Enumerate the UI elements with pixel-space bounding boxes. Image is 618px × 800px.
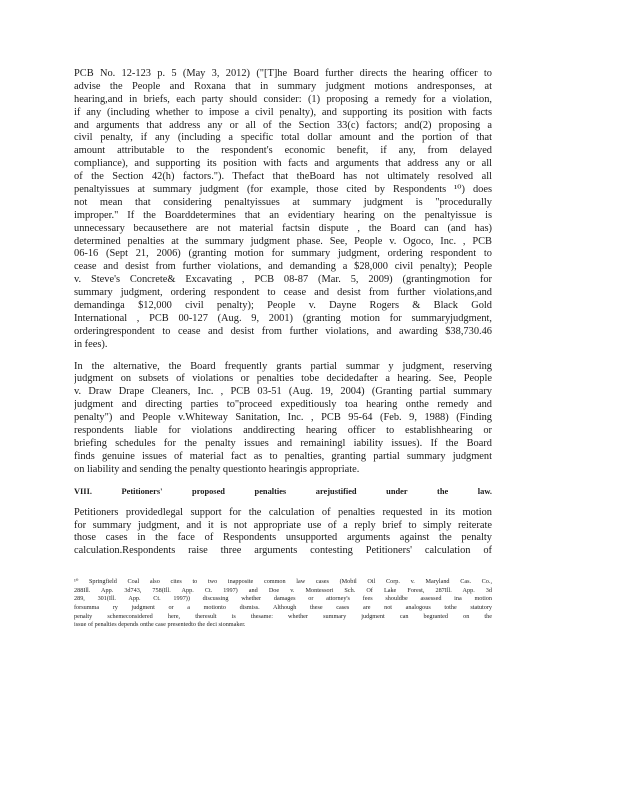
text-line: hearing,and in briefs, each party should consider: (1) proposing a remedy for a violation,	[74, 93, 492, 105]
text-line: amount attributable to the respondent's economic benefit, if any, from delayed	[74, 145, 492, 157]
text-line: PCB No. 12-123 p. 5 (May 3, 2012) ("[T]he Board further directs the hearing officer to	[74, 68, 492, 79]
section-heading: VIII. Petitioners' proposed penalties arejustified under the law.	[74, 486, 492, 496]
text-line: 06-16 (Sept 21, 2006) (granting motion for summary judgment, ordering respondent to	[74, 248, 492, 260]
text-line: In the alternative, the Board frequently grants partial summar y judgment, reserving	[74, 360, 492, 372]
footnote-10	[74, 578, 492, 630]
text-line: respondents liable for violations anddirecting hearing officer to establishhearing or	[74, 425, 492, 437]
text-line: civil penalty, if any (including a specific total dollar amount and the portion of that	[74, 132, 492, 144]
text-line: penaltyissues at summary judgment (for example, those cited by Respondents ¹⁰) does	[74, 184, 492, 196]
text-line: judgment on subsets of violations or penalties tobe decidedafter a hearing. See, People	[74, 373, 492, 385]
text-line: finds genuine issues of material fact as to penalties, granting partial summary judgment	[74, 450, 492, 462]
text-line: cease and desist from further violations, and demanding a $28,000 civil penalty); People	[74, 261, 492, 273]
text-line: judgment and directing parties to"proceed expeditiously toa hearing onthe remedy and	[74, 399, 492, 411]
text-line: penalty") and People v.Whiteway Sanitation, Inc. , PCB 95-64 (Feb. 9, 1988) (Finding	[74, 412, 492, 424]
footnote-line: 289, 301(Ill. App. Ct. 1997)) discussing whether damages or attorney's fees shouldbe assessed ina motion	[74, 595, 492, 603]
text-line: and arguments that address any or all of the Section 33(c) factors; and(2) proposing a	[74, 119, 492, 131]
text-line: on liability and sending the penalty questionto hearingis appropriate.	[74, 463, 360, 475]
paragraph-partial-summary-judgment	[74, 361, 492, 477]
text-line: Petitioners providedlegal support for the calculation of penalties requested in its motion	[74, 506, 492, 518]
text-line: advise the People and Roxana that in summary judgment motions andresponses, at	[74, 80, 492, 92]
document-page	[74, 68, 492, 630]
text-line: those cases in the face of Respondents unsupported arguments against the penalty	[74, 532, 492, 544]
text-line: unnecessary becausethere are not material factsin dispute , the Board can (and has)	[74, 222, 492, 234]
text-line: if any (including whether to impose a civil penalty), and supporting its position with facts	[74, 106, 492, 118]
text-line: in fees).	[74, 338, 108, 350]
text-line: determined penalties at the summary judgment phase. See, People v. Ogoco, Inc. , PCB	[74, 235, 492, 247]
footnote-line: 288Ill. App. 3d743, 758(Ill. App. Ct. 1997) and Doe v. Montessori Sch. Of Lake Forest, 287Ill. App. 3d	[74, 586, 492, 594]
text-line: briefing schedules for the penalty issues and remainingl iability issues). If the Board	[74, 437, 492, 449]
text-line: v. Draw Drape Cleaners, Inc. , PCB 03-51 (Aug. 19, 2004) (Granting partial summary	[74, 386, 492, 398]
paragraph-petitioners-support	[74, 507, 492, 559]
text-line: of the Section 42(h) factors."). Thefact that theBoard has not ultimately resolved all	[74, 171, 492, 183]
text-line: improper." If the Boarddetermines that an evidentiary hearing on the penaltyissue is	[74, 209, 492, 221]
footnote-line: issue of penalties depends onthe case presentedto the deci sionmaker.	[74, 621, 246, 629]
text-line: International , PCB 00-127 (Aug. 9, 2001) (granting motion for summaryjudgment,	[74, 312, 492, 324]
text-line: orderingrespondent to cease and desist from further violations, and awarding $38,730.46	[74, 325, 492, 337]
footnote-line: ¹⁰ Springfield Coal also cites to two inapposite common law cases (Mobil Oil Corp. v. Maryland Cas. Co.,	[74, 578, 492, 586]
text-line: for summary judgment, and it is not appropriate use of a reply brief to simply reiterate	[74, 519, 492, 531]
text-line: compliance), and supporting its position with facts and arguments that address any or all	[74, 158, 492, 170]
paragraph-penalty-precedent	[74, 68, 492, 352]
text-line: v. Steve's Concrete& Excavating , PCB 08-87 (Mar. 5, 2009) (grantingmotion for	[74, 274, 492, 286]
text-line: calculation.Respondents raise three arguments contesting Petitioners' calculation of	[74, 545, 492, 557]
text-line: demandinga $12,000 civil penalty); People v. Dayne Rogers & Black Gold	[74, 300, 492, 312]
footnote-line: forsumma ry judgment or a motionto dismiss. Although these cases are not analogous tothe statutory	[74, 603, 492, 611]
footnote-line: penalty schemeconsidered here, theresult is thesame: whether summary judgment can begranted on the	[74, 612, 492, 620]
text-line: not mean that considering penaltyissues at summary judgment is "procedurally	[74, 196, 492, 208]
text-line: summary judgment, ordering respondent to cease and desist from further violations,and	[74, 287, 492, 299]
